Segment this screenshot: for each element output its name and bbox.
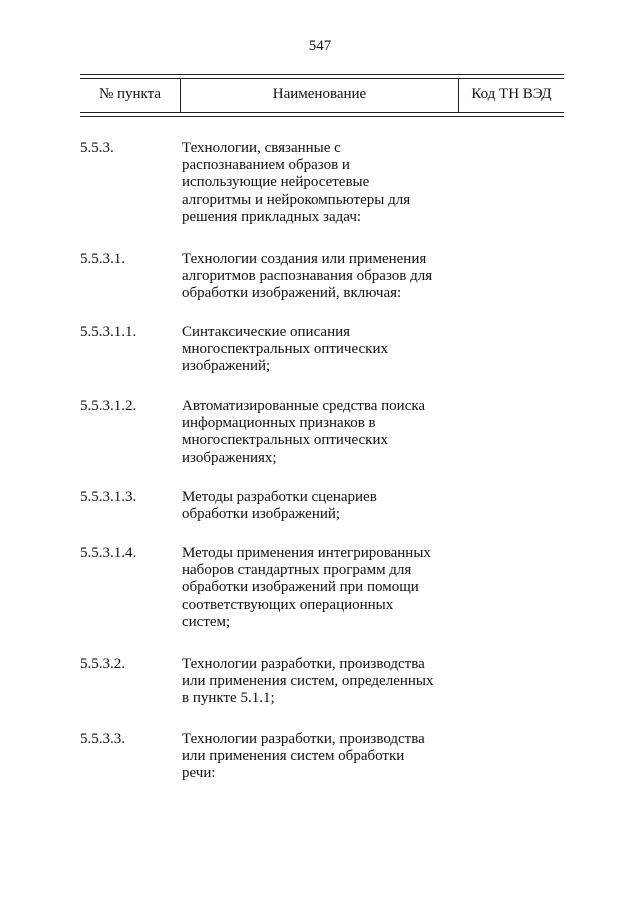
- header-bottom-rule: [80, 116, 564, 117]
- header-bottom-rule-inner: [80, 112, 564, 113]
- header-code: Код ТН ВЭД: [471, 86, 552, 102]
- page-number: 547: [308, 38, 332, 54]
- item-name: Синтаксические описания многоспектральных оптических изображений;: [182, 324, 388, 375]
- item-number: 5.5.3.3.: [80, 731, 125, 747]
- header-item-number: № пункта: [98, 86, 162, 102]
- item-name: Автоматизированные средства поиска информационных признаков в многоспектральных оптических изображениях;: [182, 398, 426, 466]
- header-name: Наименование: [272, 86, 367, 102]
- table-header: [80, 74, 564, 116]
- item-name: Технологии разработки, производства или применения систем, определенных в пункте 5.1.1;: [182, 656, 434, 707]
- header-top-rule: [80, 74, 564, 75]
- item-name: Методы применения интегрированных наборов стандартных программ для обработки изображений при помощи соответствующих операционных систем;: [182, 545, 431, 630]
- item-number: 5.5.3.1.3.: [80, 489, 137, 505]
- item-number: 5.5.3.2.: [80, 656, 125, 672]
- item-number: 5.5.3.1.: [80, 251, 125, 267]
- item-number: 5.5.3.1.1.: [80, 324, 137, 340]
- item-name: Технологии, связанные с распознаванием образов и использующие нейросетевые алгоритмы и нейрокомпьютеры для решения прикладных задач:: [182, 140, 411, 225]
- item-name: Методы разработки сценариев обработки изображений;: [182, 489, 377, 523]
- item-name: Технологии создания или применения алгоритмов распознавания образов для обработки изображений, включая:: [182, 251, 433, 302]
- header-top-rule-inner: [80, 78, 564, 79]
- item-number: 5.5.3.1.2.: [80, 398, 137, 414]
- item-name: Технологии разработки, производства или применения систем обработки речи:: [182, 731, 425, 782]
- item-number: 5.5.3.: [80, 140, 114, 156]
- item-number: 5.5.3.1.4.: [80, 545, 137, 561]
